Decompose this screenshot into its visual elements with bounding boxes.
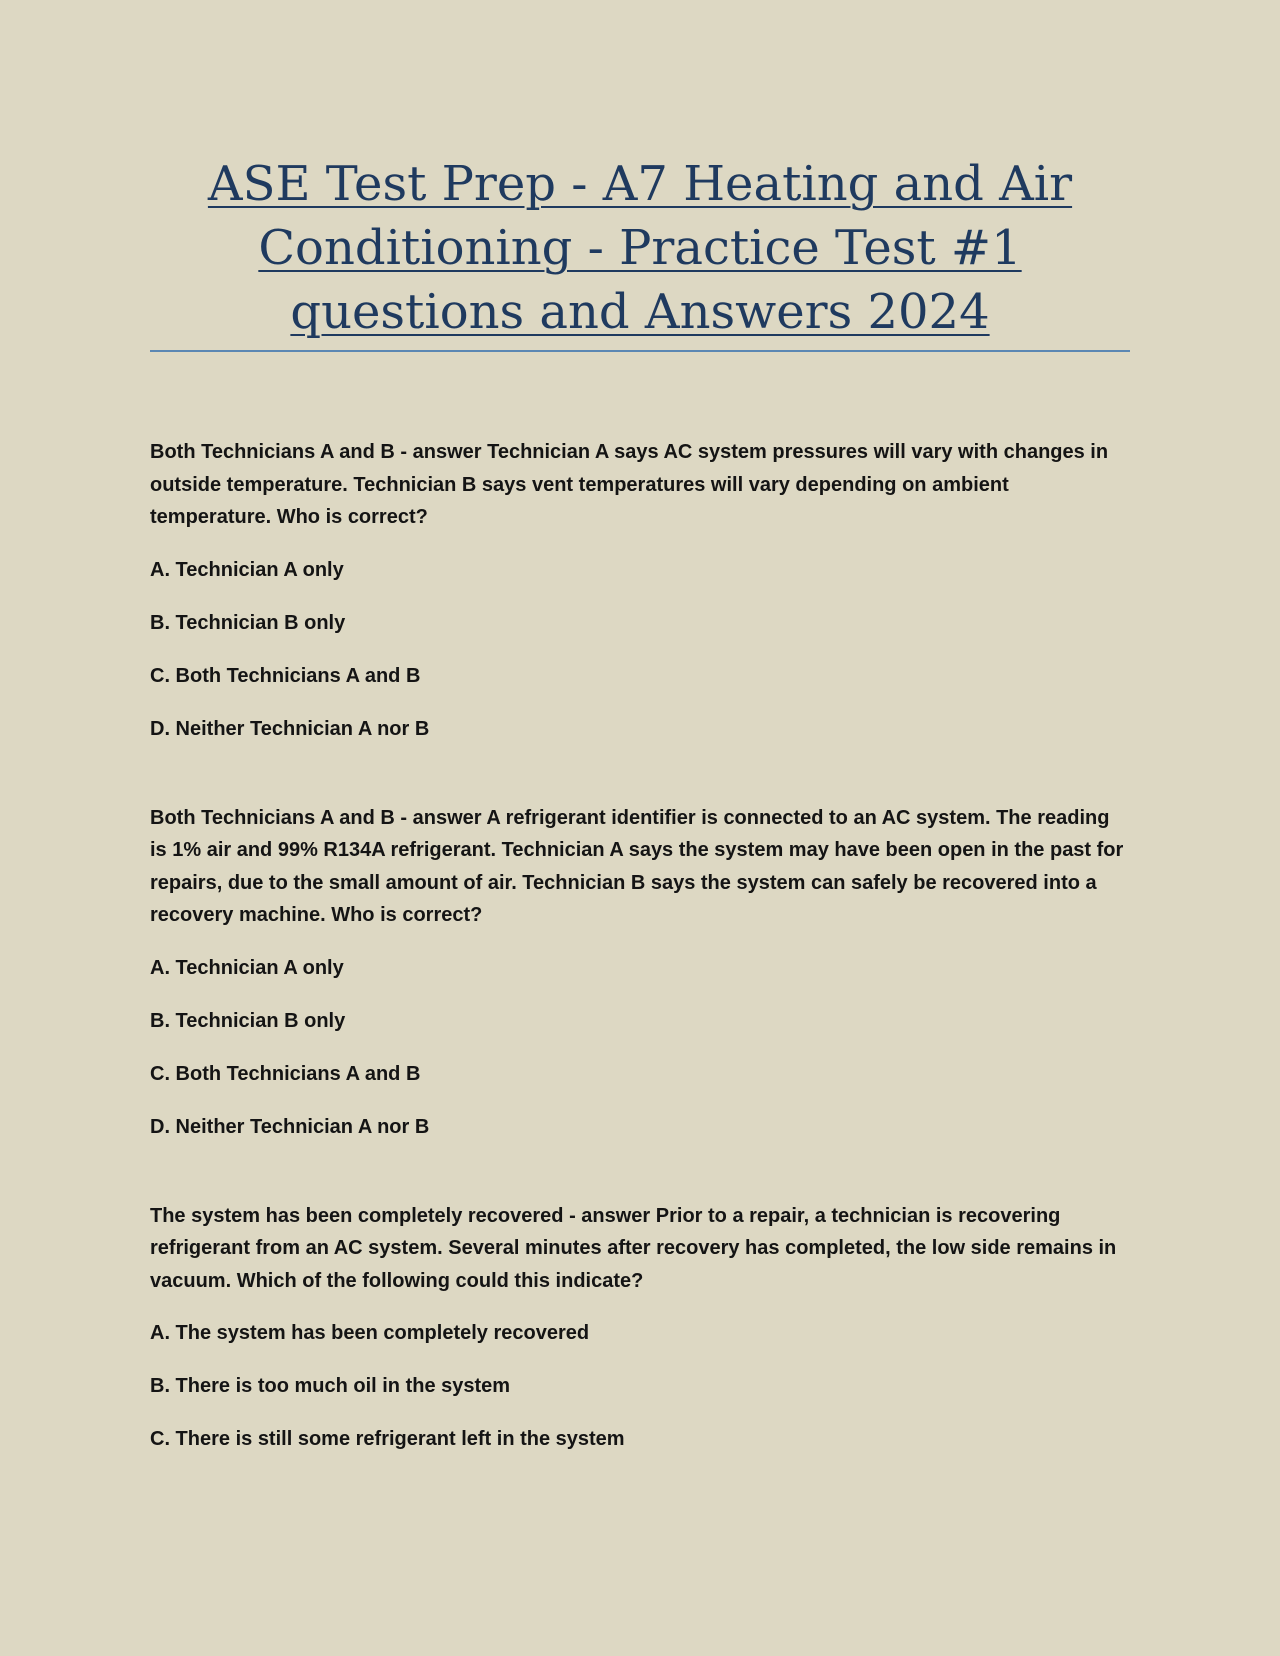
answer-option: C. Both Technicians A and B	[150, 664, 421, 687]
question-list	[150, 436, 1130, 1456]
document-page	[150, 152, 1130, 1512]
document-title: ASE Test Prep - A7 Heating and Air Conditioning - Practice Test #1 questions and Answers 2024	[207, 156, 1073, 340]
answer-option: D. Neither Technician A nor B	[150, 717, 430, 740]
question-text: Both Technicians A and B - answer Technician A says AC system pressures will vary with changes in outside temperature. Technician B says vent temperatures will vary depending on ambient temperature. Who is correct?	[150, 441, 1109, 528]
answer-option: B. Technician B only	[150, 611, 346, 634]
title-block	[150, 152, 1130, 352]
answer-option: C. There is still some refrigerant left in the system	[150, 1428, 625, 1450]
answer-option: B. Technician B only	[150, 1009, 346, 1032]
answer-option: B. There is too much oil in the system	[150, 1375, 511, 1397]
question-item	[150, 436, 1130, 746]
answer-option: C. Both Technicians A and B	[150, 1062, 421, 1085]
question-item	[150, 802, 1130, 1144]
answer-option: A. Technician A only	[150, 956, 344, 979]
answer-option: D. Neither Technician A nor B	[150, 1115, 430, 1138]
answer-option: A. The system has been completely recovered	[150, 1322, 590, 1344]
answer-option: A. Technician A only	[150, 558, 344, 581]
question-text: The system has been completely recovered - answer Prior to a repair, a technician is recovering refrigerant from an AC system. Several minutes after recovery has completed, the low side remains in vacuum. Which of the following could this indicate?	[150, 1204, 1117, 1292]
question-text: Both Technicians A and B - answer A refrigerant identifier is connected to an AC system. The reading is 1% air and 99% R134A refrigerant. Technician A says the system may have been open in the past for repairs, due to the small amount of air. Technician B says the system can safely be recovered into a recovery machine. Who is correct?	[150, 806, 1124, 926]
question-item	[150, 1200, 1130, 1457]
